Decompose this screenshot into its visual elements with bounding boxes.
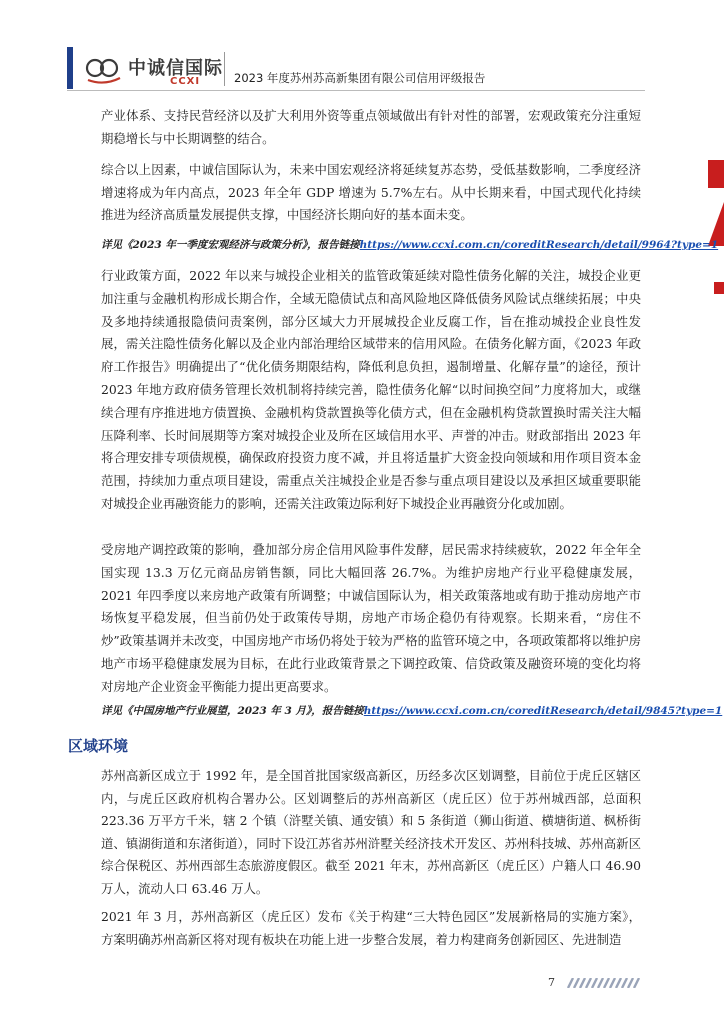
reference-macro-report — [101, 237, 719, 252]
paragraph-macro-outlook: 综合以上因素，中诚信国际认为，未来中国宏观经济将延续复苏态势，受低基数影响，二季度经济增速将成为年内高点，2023 年全年 GDP 增速为 5.7%左右。从中长期来看，中国式现代化持续推进为经济高质量发展提供支撑，中国经济长期向好的基本面未变。 — [101, 162, 641, 223]
logo-text-en: CCXI — [170, 76, 201, 87]
paragraph-macro-policy: 产业体系、支持民营经济以及扩大利用外资等重点领域做出有针对性的部署，宏观政策充分注重短期稳增长与中长期调整的结合。 — [101, 108, 641, 146]
reference-real-estate-link[interactable]: https://www.ccxi.com.cn/coreditResearch/detail/9845?type=1 — [363, 705, 723, 717]
logo-mark-icon — [84, 56, 124, 86]
page-number: 7 — [548, 976, 555, 989]
header-rule — [67, 90, 645, 91]
footer-stripes-icon — [566, 978, 644, 988]
company-logo — [84, 50, 224, 90]
side-decoration-bottom — [714, 282, 724, 294]
logo-text-cn: 中诚信国际 — [128, 58, 223, 79]
reference-real-estate-label: 详见《中国房地产行业展望，2023 年 3 月》，报告链接 — [101, 705, 364, 717]
paragraph-region-development: 2021 年 3 月，苏州高新区（虎丘区）发布《关于构建“三大特色园区”发展新格局的实施方案》，方案明确苏州高新区将对现有板块在功能上进一步整合发展，着力构建商务创新园区、先进制造 — [101, 909, 641, 947]
header-accent-bar — [67, 47, 73, 89]
reference-macro-label: 详见《2023 年一季度宏观经济与政策分析》，报告链接 — [101, 239, 360, 251]
side-decoration-top — [708, 160, 724, 188]
reference-macro-link[interactable]: https://www.ccxi.com.cn/coreditResearch/detail/9964?type=1 — [359, 239, 719, 251]
paragraph-region-overview: 苏州高新区成立于 1992 年，是全国首批国家级高新区，历经多次区划调整，目前位于虎丘区辖区内，与虎丘区政府机构合署办公。区划调整后的苏州高新区（虎丘区）位于苏州城西部，总面积 223.36 万平方千米，辖 2 个镇（浒墅关镇、通安镇）和 5 条街道（狮山街道、横塘街道、枫桥街道、镇湖街道和东渚街道），同时下设江苏省苏州浒墅关经济技术开发区、苏州科技城、苏州高新区综合保税区、苏州西部生态旅游度假区。截至 2021 年末，苏州高新区（虎丘区）户籍人口 46.90 万人，流动人口 63.46 万人。 — [101, 768, 641, 896]
header-divider — [224, 52, 225, 86]
reference-real-estate-report — [101, 703, 723, 718]
paragraph-industry-policy: 行业政策方面，2022 年以来与城投企业相关的监管政策延续对隐性债务化解的关注，城投企业更加注重与金融机构形成长期合作，全域无隐债试点和高风险地区降低债务风险试点继续拓展；中央及多地持续通报隐债问责案例，部分区域大力开展城投企业反腐工作，旨在推动城投企业良性发展，需关注隐性债务化解以及企业内部治理给区域带来的信用风险。在债务化解方面，《2023 年政府工作报告》明确提出了“优化债务期限结构，降低利息负担，遏制增量、化解存量”的途径，预计 2023 年地方政府债务管理长效机制将持续完善，隐性债务化解“以时间换空间”力度将加大，或继续合理有序推进地方债置换、金融机构贷款置换等化债方式，但在金融机构贷款置换时需关注大幅压降利率、长时间展期等方案对城投企业及所在区域信用水平、声誉的冲击。财政部指出 2023 年将合理安排专项债规模，确保政府投资力度不减，并且将适量扩大资金投向领域和用作项目资本金范围，持续加力重点项目建设，需重点关注城投企业是否参与重点项目建设以及承担区域重要职能对城投企业再融资能力的影响，还需关注政策边际利好下城投企业再融资分化或加剧。 — [101, 268, 641, 511]
paragraph-real-estate: 受房地产调控政策的影响，叠加部分房企信用风险事件发酵，居民需求持续疲软，2022 年全年全国实现 13.3 万亿元商品房销售额，同比大幅回落 26.7%。为维护房地产行业平稳健康发展，2021 年四季度以来房地产政策有所调整；中诚信国际认为，相关政策落地或有助于推动房地产市场恢复平稳发展，但当前仍处于政策传导期，房地产市场企稳仍有待观察。长期来看，“房住不炒”政策基调并未改变，中国房地产市场仍将处于较为严格的监管环境之中，各项政策都将以维护房地产市场平稳健康发展为目标，在此行业政策背景之下调控政策、信贷政策及融资环境的变化均将对房地产企业资金平衡能力提出更高要求。 — [101, 542, 641, 694]
report-title: 2023 年度苏州苏高新集团有限公司信用评级报告 — [234, 71, 486, 85]
section-title-regional-environment: 区域环境 — [68, 737, 129, 755]
